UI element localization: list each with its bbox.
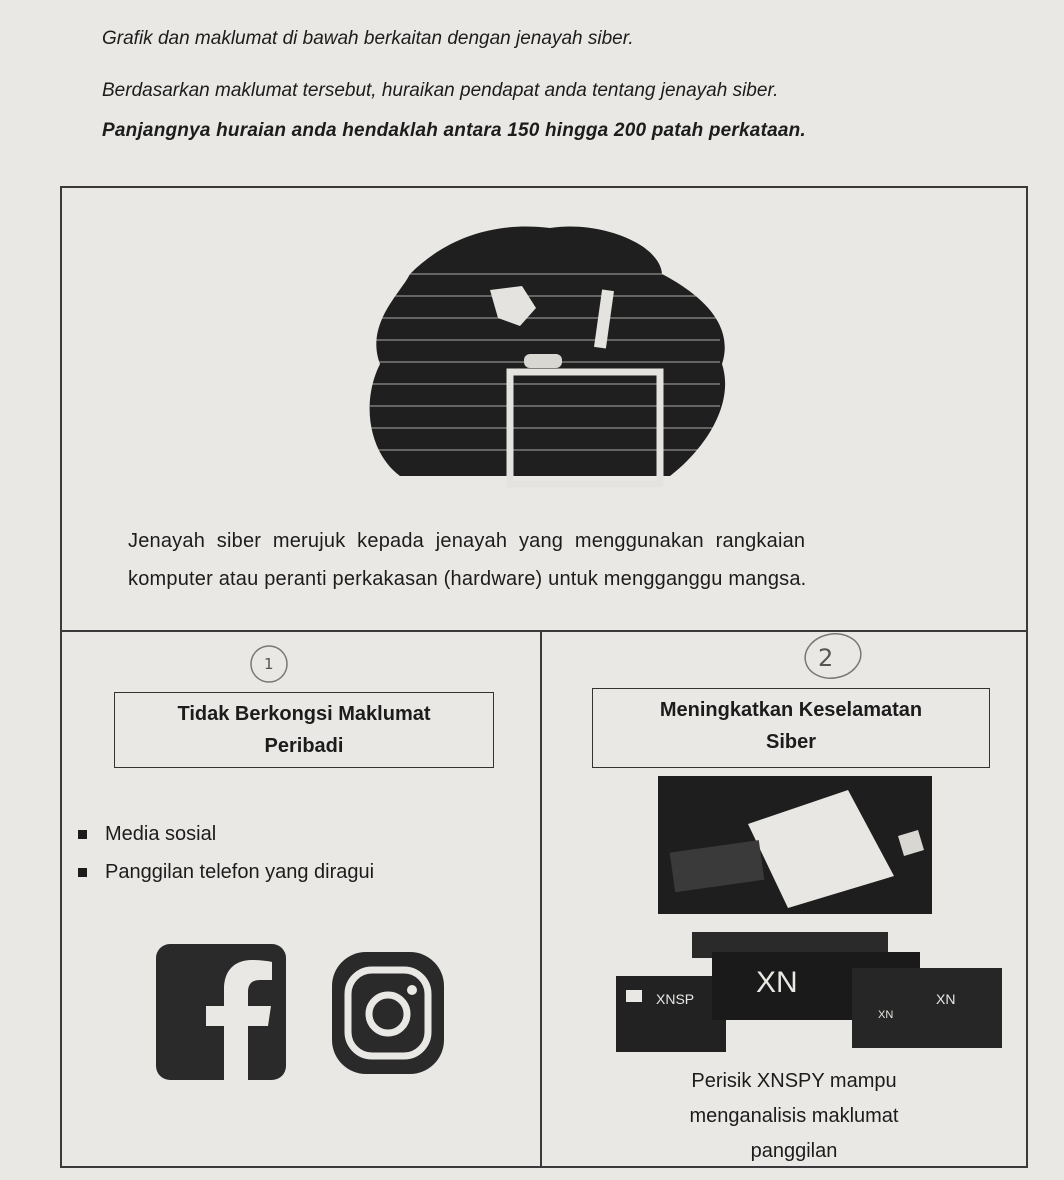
privacy-heading-box xyxy=(114,692,494,768)
xnspy-caption xyxy=(584,1064,1004,1169)
hacker-silhouette xyxy=(370,226,725,476)
caption-line-1: Perisik XNSPY mampu xyxy=(691,1070,897,1092)
security-heading-box xyxy=(592,688,990,768)
instagram-icon xyxy=(332,952,444,1074)
bullet-list xyxy=(78,815,374,891)
mouse-hand xyxy=(524,354,562,368)
security-heading-line-1: Meningkatkan Keselamatan xyxy=(659,699,923,721)
instruction-line-1: Grafik dan maklumat di bawah berkaitan dengan jenayah siber. xyxy=(102,28,634,49)
xn-logo-small: XN xyxy=(878,1009,894,1021)
bullet-text: Panggilan telefon yang diragui xyxy=(105,860,375,883)
annotation-mark-1: 1 xyxy=(264,655,274,673)
definition-line-1: Jenayah siber merujuk kepada jenayah yang menggunakan rangkaian xyxy=(128,530,806,552)
privacy-heading-line-1: Tidak Berkongsi Maklumat xyxy=(177,703,431,725)
facebook-icon xyxy=(156,944,286,1080)
hacker-illustration xyxy=(340,214,740,488)
bullet-text: Media sosial xyxy=(105,822,217,845)
xn-logo-right: XN xyxy=(936,991,956,1007)
section-divider xyxy=(60,630,1028,632)
annotation-mark-2: 2 xyxy=(818,644,834,672)
instruction-line-2 xyxy=(102,80,778,102)
xnspy-app-image xyxy=(616,932,1004,1054)
xnspy-label: XNSP xyxy=(656,991,695,1007)
privacy-heading-line-2: Peribadi xyxy=(264,735,344,757)
caption-line-3: panggilan xyxy=(750,1140,838,1162)
phone-photo xyxy=(658,776,932,914)
security-heading-line-2: Siber xyxy=(765,731,817,753)
instruction-line-2-text: Berdasarkan maklumat tersebut, huraikan pendapat anda tentang jenayah siber. xyxy=(102,80,779,101)
xn-logo-large: XN xyxy=(756,966,798,999)
list-item xyxy=(78,815,374,853)
bullet-square-icon xyxy=(78,868,87,877)
column-divider xyxy=(540,632,542,1168)
instruction-line-3: Panjangnya huraian anda hendaklah antara 150 hingga 200 patah perkataan. xyxy=(102,120,806,141)
bullet-square-icon xyxy=(78,830,87,839)
circle-mark-2 xyxy=(800,626,870,682)
list-item xyxy=(78,853,374,891)
caption-line-2: menganalisis maklumat xyxy=(689,1105,899,1127)
definition-line-2: komputer atau peranti perkakasan (hardware) untuk mengganggu mangsa. xyxy=(128,568,807,590)
